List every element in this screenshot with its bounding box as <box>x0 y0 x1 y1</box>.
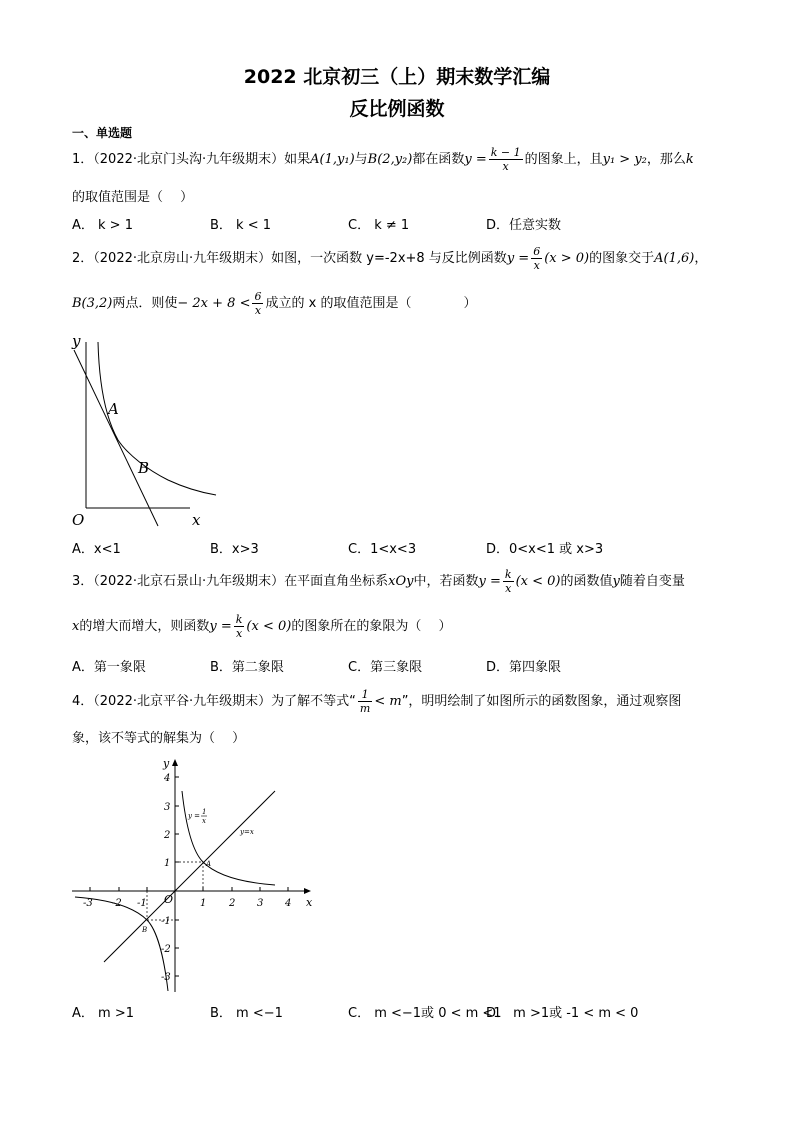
tick-label: -2 <box>112 898 122 909</box>
math-function-lhs: y = <box>209 619 232 634</box>
math-point-b: B(2,y₂) <box>367 152 413 167</box>
math-point-b: B(3,2) <box>72 296 113 311</box>
document-title: 2022 北京初三（上）期末数学汇编 <box>243 66 551 88</box>
fraction-denominator: x <box>235 627 243 640</box>
curve-label-denominator: x <box>202 817 206 825</box>
math-variable: k <box>685 152 694 167</box>
y-tick-marks <box>175 777 179 976</box>
math-domain: (x < 0) <box>246 619 292 634</box>
point-a-label: A <box>206 860 212 868</box>
math-function-lhs: y = <box>464 152 487 167</box>
q2-graph <box>68 330 228 530</box>
origin-label: O <box>72 511 85 529</box>
question-text: 都在函数 <box>412 152 465 167</box>
q4-graph <box>68 752 328 1002</box>
option-b: B．第二象限 <box>210 660 284 675</box>
y-axis-label: y <box>72 332 81 350</box>
question-text: 两点．则使 <box>112 296 178 311</box>
tick-label: -1 <box>161 916 171 927</box>
option-c: C． k ≠ 1 <box>348 218 410 233</box>
line-graph <box>74 350 158 526</box>
question-text: 为了解不等式“ <box>271 694 356 709</box>
question-text: 成立的 x 的取值范围是（ ） <box>265 296 477 311</box>
fraction <box>503 568 514 595</box>
question-4-line-2: 象，该不等式的解集为（ ） <box>72 731 246 746</box>
tick-label: 3 <box>257 898 264 909</box>
fraction-denominator: x <box>533 259 540 272</box>
x-tick-marks <box>90 887 288 891</box>
option-d: D． m >1或 -1 < m < 0 <box>486 1006 639 1021</box>
question-text: 的函数值 <box>560 574 613 589</box>
question-text: 随着自变量 <box>619 574 685 589</box>
option-d: D．第四象限 <box>486 660 562 675</box>
question-1-line-1 <box>72 146 694 173</box>
question-source: （2022·北京门头沟·九年级期末） <box>93 152 285 167</box>
tick-label: 2 <box>229 898 236 909</box>
fraction-numerator: 6 <box>254 290 262 303</box>
question-text: ， <box>694 251 708 266</box>
fraction-numerator: 6 <box>533 245 541 258</box>
option-a: A． k > 1 <box>72 218 133 233</box>
question-number: 4． <box>72 694 94 709</box>
math-inequality-rhs: < m <box>374 694 402 709</box>
fraction-numerator: k <box>235 613 243 626</box>
hyperbola-curve <box>98 342 216 495</box>
x-axis-label: x <box>192 511 201 529</box>
option-b: B． m <−1 <box>210 1006 283 1021</box>
math-condition: y₁ > y₂ <box>602 152 647 167</box>
math-function-lhs: y = <box>506 251 530 266</box>
math-point-a: A(1,y₁) <box>310 152 355 167</box>
question-source: （2022·北京石景山·九年级期末） <box>93 574 285 589</box>
option-b: B． k < 1 <box>210 218 272 233</box>
question-text: 的图象交于 <box>589 251 655 266</box>
x-axis-arrow <box>304 888 311 894</box>
fraction <box>531 245 542 272</box>
tick-label: -1 <box>137 898 147 909</box>
point-a-label: A <box>108 400 119 418</box>
question-text: 的增大而增大，则函数 <box>79 619 210 634</box>
tick-label: -3 <box>161 972 171 983</box>
option-c: C． m <−1或 0 < m <1 <box>348 1006 502 1021</box>
document-subtitle: 反比例函数 <box>349 98 445 120</box>
fraction-numerator: 1 <box>358 688 372 702</box>
math-domain: (x < 0) <box>515 574 561 589</box>
point-b-label: B <box>138 459 150 477</box>
question-2-line-2 <box>72 290 476 317</box>
line-label: y=x <box>240 828 254 836</box>
y-axis-arrow <box>172 759 178 766</box>
fraction <box>234 613 245 640</box>
section-heading: 一、单选题 <box>72 126 133 140</box>
tick-label: 1 <box>164 858 171 869</box>
curve-label-lhs: y = <box>188 812 201 820</box>
question-4-line-1 <box>72 688 681 715</box>
math-point-a: A(1,6) <box>654 251 695 266</box>
option-a: A．第一象限 <box>72 660 146 675</box>
math-function-lhs: y = <box>478 574 501 589</box>
math-variable: y <box>612 574 620 589</box>
question-3-line-2 <box>72 613 451 640</box>
option-a: A．x<1 <box>72 542 121 557</box>
option-d: D．0<x<1 或 x>3 <box>486 542 604 557</box>
question-text: 如果 <box>284 152 311 167</box>
question-3-line-1 <box>72 568 685 595</box>
tick-label: 3 <box>164 802 171 813</box>
point-b-label: B <box>142 926 148 934</box>
math-inequality-lhs: − 2x + 8 < <box>177 296 251 311</box>
question-text: 如图，一次函数 y=-2x+8 与反比例函数 <box>271 251 507 266</box>
question-number: 2． <box>72 251 94 266</box>
tick-label: -3 <box>83 898 93 909</box>
option-d: D．任意实数 <box>486 218 562 233</box>
question-text: ，那么 <box>646 152 686 167</box>
question-number: 1． <box>72 152 94 167</box>
tick-label: 4 <box>285 898 292 909</box>
fraction <box>489 146 523 173</box>
tick-label: 4 <box>164 773 171 784</box>
fraction-denominator: x <box>505 582 512 595</box>
question-text: 的图象上，且 <box>524 152 603 167</box>
question-text: 中，若函数 <box>413 574 479 589</box>
fraction-numerator: k <box>504 568 512 581</box>
y-axis-label: y <box>163 757 170 770</box>
question-source: （2022·北京房山·九年级期末） <box>93 251 272 266</box>
question-text: 与 <box>354 152 368 167</box>
option-c: C．1<x<3 <box>348 542 417 557</box>
question-text: 的图象所在的象限为（ ） <box>291 619 452 634</box>
fraction <box>358 688 372 715</box>
curve-label <box>187 808 207 825</box>
question-source: （2022·北京平谷·九年级期末） <box>93 694 272 709</box>
option-c: C．第三象限 <box>348 660 423 675</box>
math-domain: (x > 0) <box>544 251 590 266</box>
math-variable: x <box>72 619 80 634</box>
fraction-numerator: k − 1 <box>490 146 521 159</box>
y-tick-labels <box>161 773 174 983</box>
fraction <box>252 290 263 317</box>
question-1-line-2: 的取值范围是（ ） <box>72 190 194 205</box>
fraction-denominator: x <box>254 304 262 317</box>
tick-label: 1 <box>200 898 207 909</box>
question-number: 3． <box>72 574 94 589</box>
curve-label-numerator: 1 <box>202 808 207 816</box>
option-b: B．x>3 <box>210 542 259 557</box>
question-text: ”，明明绘制了如图所示的函数图象，通过观察图 <box>401 694 682 709</box>
origin-label: O <box>164 893 174 906</box>
fraction-denominator: m <box>359 702 371 715</box>
math-plane: xOy <box>388 574 414 589</box>
question-2-line-1 <box>72 245 707 272</box>
fraction-denominator: x <box>502 160 509 173</box>
tick-label: -2 <box>161 944 171 955</box>
option-a: A． m >1 <box>72 1006 134 1021</box>
x-tick-labels <box>83 898 291 909</box>
question-text: 在平面直角坐标系 <box>284 574 389 589</box>
tick-label: 2 <box>164 830 171 841</box>
x-axis-label: x <box>306 896 313 909</box>
